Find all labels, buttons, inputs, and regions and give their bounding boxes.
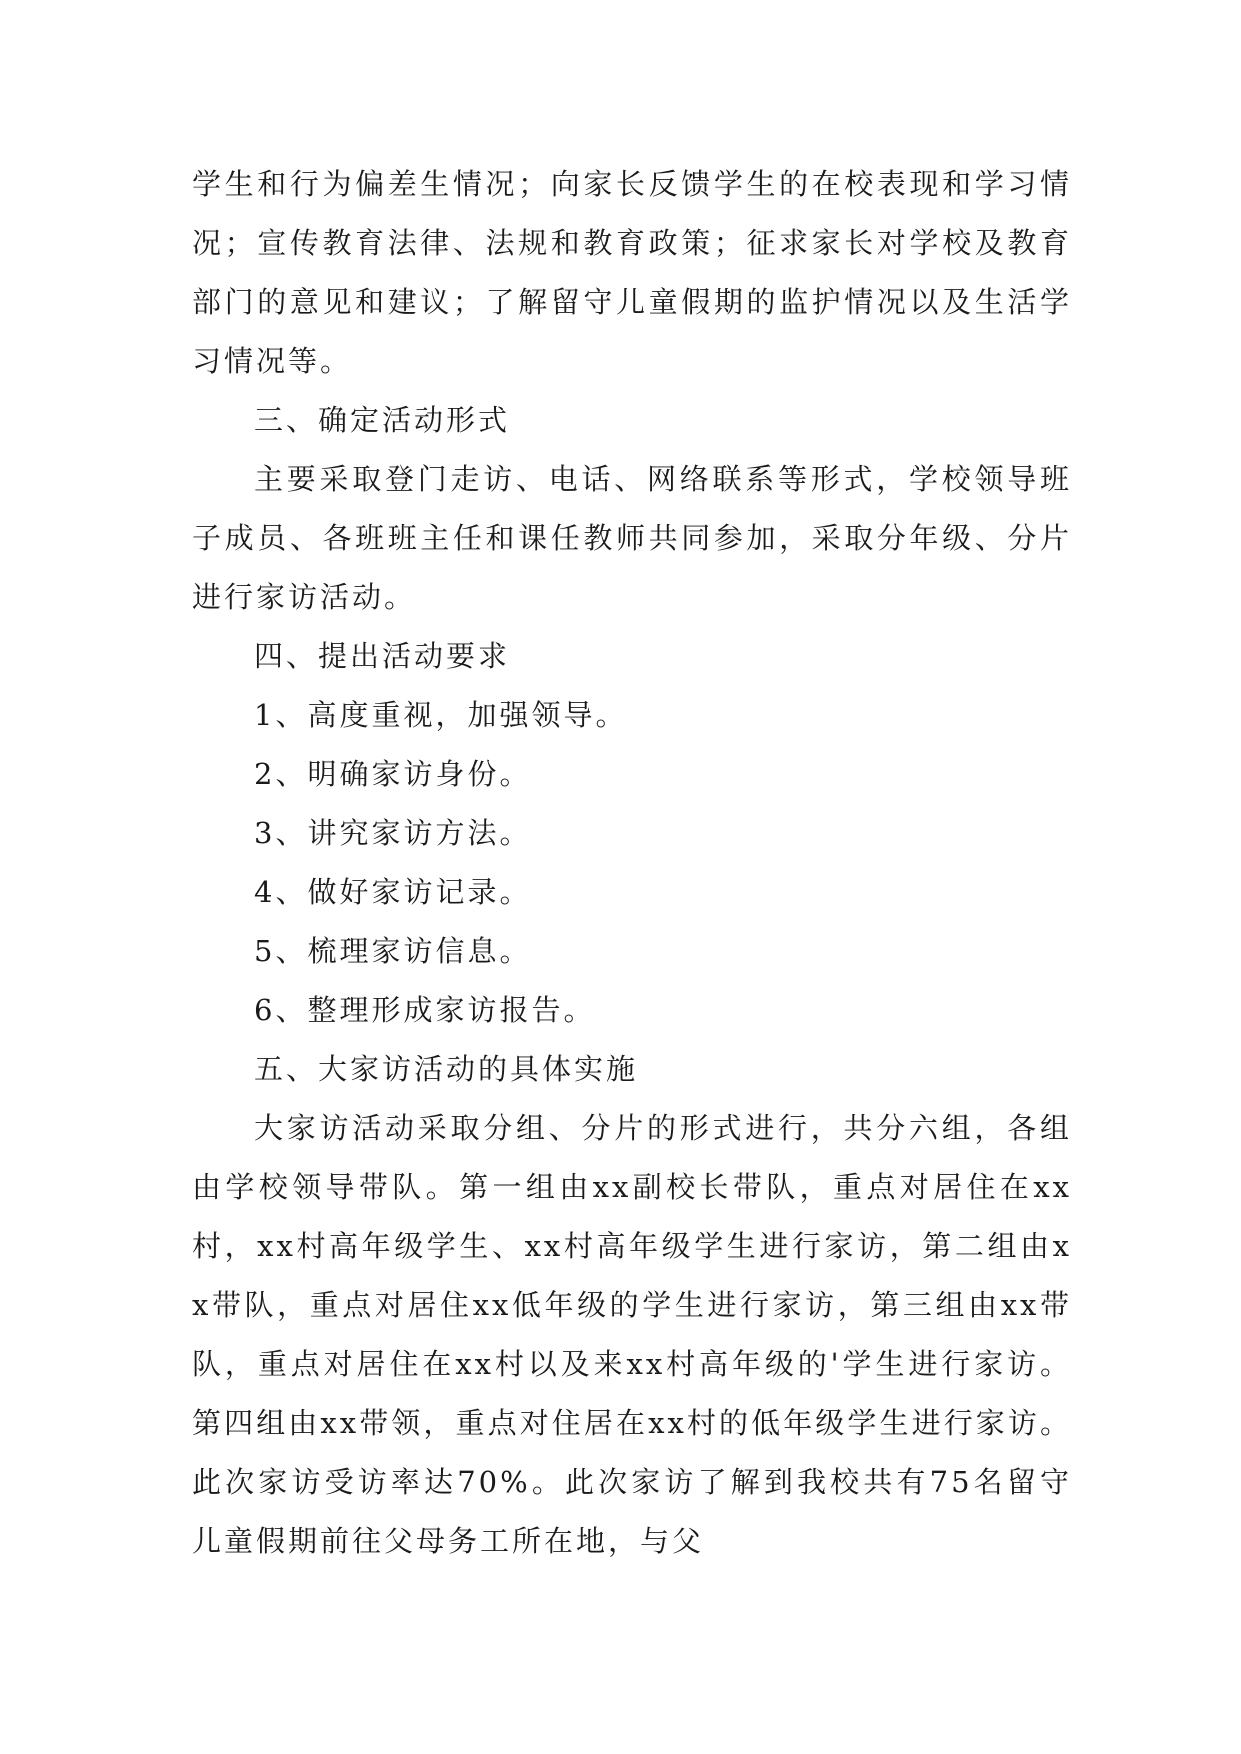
paragraph-continued: 学生和行为偏差生情况；向家长反馈学生的在校表现和学习情况；宣传教育法律、法规和教育政策；征求家长对学校及教育部门的意见和建议；了解留守儿童假期的监护情况以及生活学习情况等。: [192, 167, 1072, 378]
requirement-item-2: 2、明确家访身份。: [254, 757, 532, 791]
requirement-item-6: 6、整理形成家访报告。: [254, 993, 596, 1027]
document-page: [192, 155, 1072, 1571]
requirement-item-5: 5、梳理家访信息。: [254, 934, 532, 968]
paragraph-activity-form: 主要采取登门走访、电话、网络联系等形式，学校领导班子成员、各班班主任和课任教师共同参加，采取分年级、分片进行家访活动。: [192, 462, 1072, 614]
requirement-item-3: 3、讲究家访方法。: [254, 816, 532, 850]
section-heading-3: 三、确定活动形式: [254, 403, 511, 437]
section-heading-4: 四、提出活动要求: [254, 639, 511, 673]
section-heading-5: 五、大家访活动的具体实施: [254, 1052, 639, 1086]
requirement-item-4: 4、做好家访记录。: [254, 875, 532, 909]
paragraph-implementation: 大家访活动采取分组、分片的形式进行，共分六组，各组由学校领导带队。第一组由xx副校长带队，重点对居住在xx村，xx村高年级学生、xx村高年级学生进行家访，第二组由xx带队，重点对居住xx低年级的学生进行家访，第三组由xx带队，重点对居住在xx村以及来xx村高年级的'学生进行家访。第四组由xx带领，重点对住居在xx村的低年级学生进行家访。此次家访受访率达70%。此次家访了解到我校共有75名留守儿童假期前往父母务工所在地，与父: [192, 1111, 1072, 1558]
requirement-item-1: 1、高度重视，加强领导。: [254, 698, 628, 732]
